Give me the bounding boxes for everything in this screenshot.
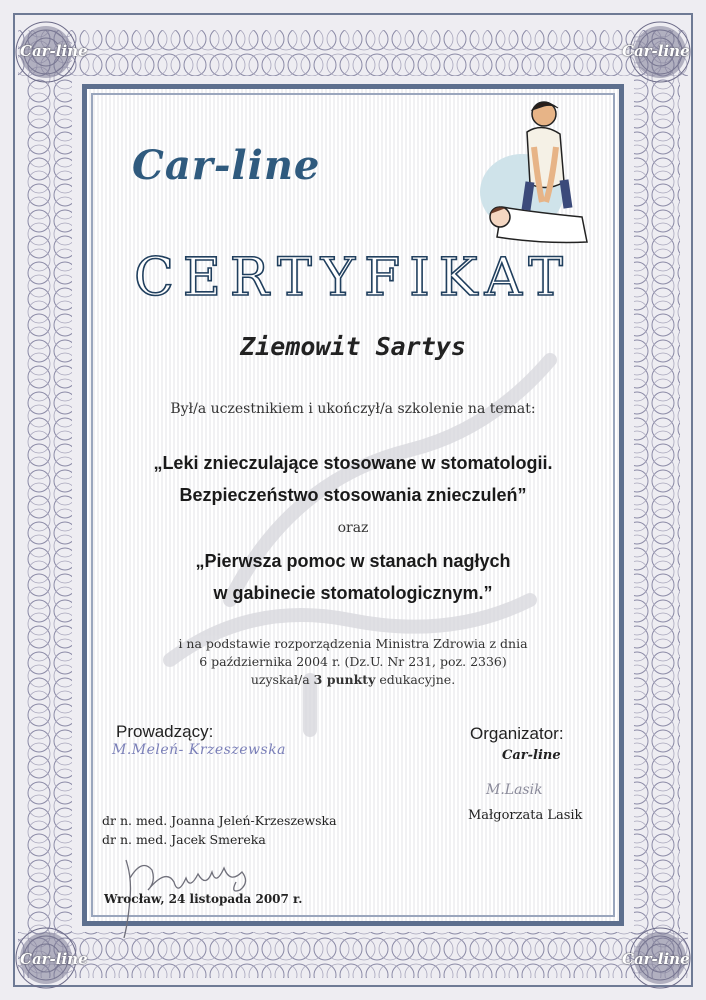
- first-aid-illustration: [472, 92, 597, 257]
- place-date: Wrocław, 24 listopada 2007 r.: [104, 892, 303, 906]
- intro-text: Był/a uczestnikiem i ukończył/a szkolenie na temat:: [170, 401, 536, 417]
- corner-logo-bottom-left: Car-line: [20, 950, 88, 968]
- carline-logo: Car-line: [132, 142, 321, 189]
- instructor-signature: M.Meleń- Krzeszewska: [112, 742, 287, 758]
- corner-logo-top-right: Car-line: [622, 42, 690, 60]
- organizer-signature: M.Lasik: [486, 782, 543, 798]
- basis-line2: 6 października 2004 r. (Dz.U. Nr 231, poz. 2336): [199, 654, 507, 669]
- course1-line1: „Leki znieczulające stosowane w stomatologii.: [153, 453, 553, 473]
- instructors-label: Prowadzący:: [116, 722, 214, 741]
- organizer-name: Małgorzata Lasik: [468, 808, 583, 823]
- basis-line1: i na podstawie rozporządzenia Ministra Zdrowia z dnia: [178, 636, 528, 651]
- basis-line3-suffix: edukacyjne.: [379, 672, 456, 687]
- instructor-name-1: dr n. med. Joanna Jeleń-Krzeszewska: [102, 813, 337, 828]
- basis-line3-prefix: uzyskał/a: [250, 672, 310, 687]
- organizer-company: Car-line: [502, 748, 561, 763]
- organizer-label: Organizator:: [470, 724, 564, 743]
- course2-line1: „Pierwsza pomoc w stanach nagłych: [195, 551, 511, 571]
- basis-line3: [0, 672, 706, 687]
- corner-logo-bottom-right: Car-line: [622, 950, 690, 968]
- course2-line2: w gabinecie stomatologicznym.”: [213, 583, 493, 603]
- corner-logo-top-left: Car-line: [20, 42, 88, 60]
- certificate-title: CERTYFIKAT: [134, 248, 572, 308]
- recipient-name: Ziemowit Sartys: [240, 332, 466, 361]
- points-value: 3 punkty: [313, 672, 376, 687]
- instructor-name-2: dr n. med. Jacek Smereka: [102, 832, 266, 847]
- course1-line2: Bezpieczeństwo stosowania znieczuleń”: [179, 485, 527, 505]
- conjunction-text: oraz: [337, 520, 369, 536]
